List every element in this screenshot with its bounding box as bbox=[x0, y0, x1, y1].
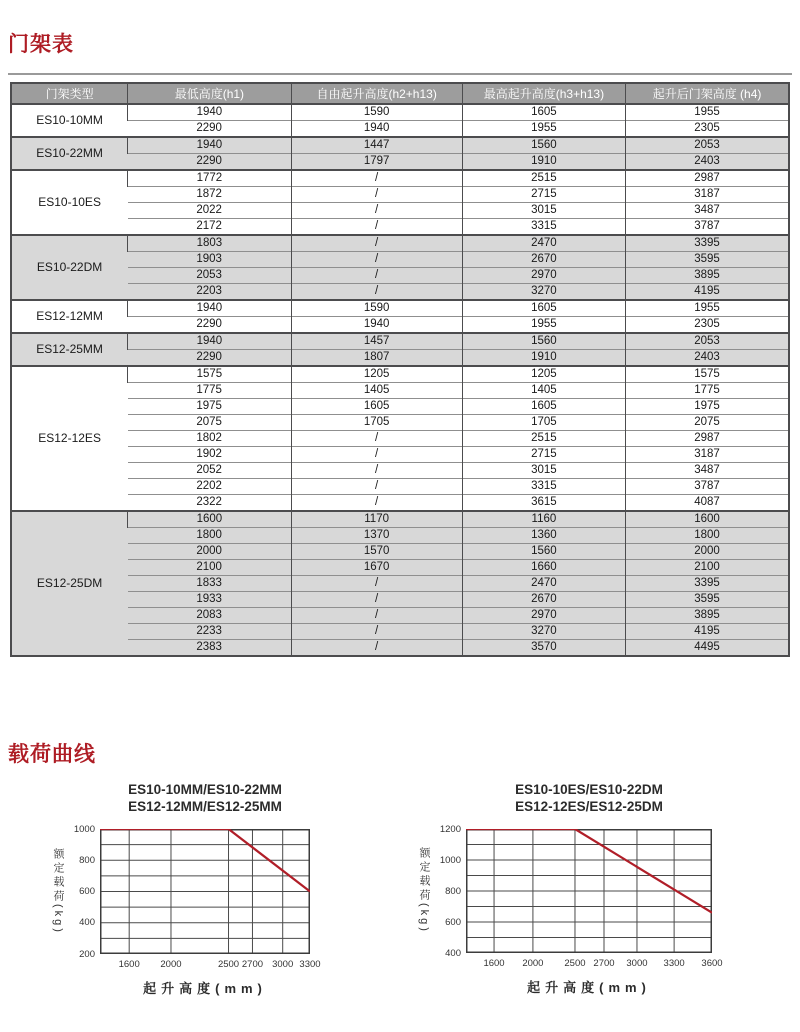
table-row bbox=[11, 350, 789, 367]
horizontal-rule bbox=[8, 73, 792, 75]
table-cell: 1940 bbox=[291, 317, 462, 334]
y-tick-label: 400 bbox=[79, 917, 95, 929]
table-cell: 1370 bbox=[291, 528, 462, 544]
table-cell: 3487 bbox=[626, 463, 789, 479]
table-cell: 1800 bbox=[626, 528, 789, 544]
table-cell: 3015 bbox=[462, 203, 625, 219]
table-cell: 1772 bbox=[128, 170, 291, 187]
table-cell: 3895 bbox=[626, 608, 789, 624]
table-cell: 1205 bbox=[291, 366, 462, 383]
table-cell: / bbox=[291, 447, 462, 463]
table-cell: 3487 bbox=[626, 203, 789, 219]
table-cell: 2670 bbox=[462, 592, 625, 608]
table-cell: 2403 bbox=[626, 154, 789, 171]
x-tick-label: 3000 bbox=[626, 957, 648, 969]
y-tick-label: 800 bbox=[445, 885, 461, 897]
y-tick-label: 1000 bbox=[73, 823, 95, 835]
x-tick-label: 2500 bbox=[564, 957, 586, 969]
table-row bbox=[11, 121, 789, 138]
table-cell: 1910 bbox=[462, 350, 625, 367]
x-tick-label: 1600 bbox=[118, 958, 140, 970]
mast-spec-table bbox=[10, 82, 790, 657]
table-cell: / bbox=[291, 252, 462, 268]
x-axis-label: 起升高度(mm) bbox=[527, 979, 651, 995]
table-cell: / bbox=[291, 203, 462, 219]
table-cell: 1955 bbox=[462, 121, 625, 138]
table-cell: 1560 bbox=[462, 137, 625, 154]
column-header-free-lift: 自由起升高度(h2+h13) bbox=[291, 83, 462, 104]
x-tick-label: 3300 bbox=[663, 957, 685, 969]
table-cell: 2100 bbox=[626, 560, 789, 576]
table-cell: 2000 bbox=[626, 544, 789, 560]
table-cell: / bbox=[291, 268, 462, 284]
table-cell: 2290 bbox=[128, 350, 291, 367]
table-row bbox=[11, 592, 789, 608]
column-header-min-height: 最低高度(h1) bbox=[128, 83, 291, 104]
table-cell: 1405 bbox=[462, 383, 625, 399]
table-cell: 2305 bbox=[626, 317, 789, 334]
table-cell: 3615 bbox=[462, 495, 625, 512]
table-cell: 2987 bbox=[626, 431, 789, 447]
table-cell: 2670 bbox=[462, 252, 625, 268]
table-cell: 1590 bbox=[291, 104, 462, 121]
table-cell: 1903 bbox=[128, 252, 291, 268]
table-cell: 2383 bbox=[128, 640, 291, 657]
table-row bbox=[11, 399, 789, 415]
table-row bbox=[11, 528, 789, 544]
table-cell: / bbox=[291, 624, 462, 640]
table-cell: / bbox=[291, 187, 462, 203]
load-curve-chart-mm bbox=[52, 781, 322, 997]
table-cell: / bbox=[291, 495, 462, 512]
table-cell: 1170 bbox=[291, 511, 462, 528]
table-row bbox=[11, 608, 789, 624]
table-row bbox=[11, 431, 789, 447]
mast-type-cell: ES12-12MM bbox=[11, 300, 128, 333]
column-header-max-lift: 最高起升高度(h3+h13) bbox=[462, 83, 625, 104]
plot-area bbox=[466, 829, 723, 969]
y-axis-ticks bbox=[66, 823, 100, 960]
x-tick-label: 1600 bbox=[483, 957, 505, 969]
chart-title-line2: ES12-12ES/ES12-25DM bbox=[515, 799, 663, 815]
y-axis-label: 额定载荷(kg) bbox=[418, 847, 430, 934]
table-cell: 2470 bbox=[462, 235, 625, 252]
table-cell: 1975 bbox=[128, 399, 291, 415]
table-cell: 1447 bbox=[291, 137, 462, 154]
table-cell: 1803 bbox=[128, 235, 291, 252]
table-cell: 1605 bbox=[462, 104, 625, 121]
table-cell: 2470 bbox=[462, 576, 625, 592]
mast-type-cell: ES10-10MM bbox=[11, 104, 128, 137]
table-cell: / bbox=[291, 284, 462, 301]
table-cell: 1940 bbox=[128, 137, 291, 154]
y-tick-label: 200 bbox=[79, 948, 95, 960]
table-row bbox=[11, 415, 789, 431]
table-cell: 1872 bbox=[128, 187, 291, 203]
table-row bbox=[11, 479, 789, 495]
table-row bbox=[11, 463, 789, 479]
table-row bbox=[11, 137, 789, 154]
table-cell: 3395 bbox=[626, 576, 789, 592]
table-cell: 1570 bbox=[291, 544, 462, 560]
table-cell: 1940 bbox=[128, 104, 291, 121]
table-cell: 1600 bbox=[626, 511, 789, 528]
x-tick-label: 2700 bbox=[241, 958, 264, 970]
table-row bbox=[11, 383, 789, 399]
y-tick-label: 400 bbox=[445, 947, 461, 959]
table-cell: 3595 bbox=[626, 592, 789, 608]
mast-table-heading: 门架表 bbox=[8, 33, 74, 56]
table-cell: 1457 bbox=[291, 333, 462, 350]
table-cell: 4195 bbox=[626, 624, 789, 640]
table-cell: 2100 bbox=[128, 560, 291, 576]
table-cell: 1800 bbox=[128, 528, 291, 544]
table-row bbox=[11, 154, 789, 171]
table-cell: 1933 bbox=[128, 592, 291, 608]
table-cell: 2715 bbox=[462, 187, 625, 203]
table-row bbox=[11, 544, 789, 560]
table-cell: 1590 bbox=[291, 300, 462, 317]
table-row bbox=[11, 317, 789, 334]
table-cell: 2053 bbox=[128, 268, 291, 284]
x-tick-label: 3300 bbox=[299, 958, 321, 970]
table-row bbox=[11, 624, 789, 640]
table-cell: 1940 bbox=[128, 333, 291, 350]
chart-title-line1: ES10-10ES/ES10-22DM bbox=[515, 782, 663, 797]
mast-type-cell: ES12-12ES bbox=[11, 366, 128, 511]
x-axis-label: 起升高度(mm) bbox=[143, 980, 267, 996]
table-row bbox=[11, 576, 789, 592]
table-cell: 1670 bbox=[291, 560, 462, 576]
table-cell: 3570 bbox=[462, 640, 625, 657]
table-cell: 2233 bbox=[128, 624, 291, 640]
table-cell: 1405 bbox=[291, 383, 462, 399]
x-tick-label: 3000 bbox=[272, 958, 294, 970]
table-cell: 2322 bbox=[128, 495, 291, 512]
table-cell: 2290 bbox=[128, 154, 291, 171]
mast-table-body bbox=[11, 104, 789, 656]
table-cell: 4195 bbox=[626, 284, 789, 301]
x-tick-label: 2700 bbox=[593, 957, 615, 969]
table-cell: / bbox=[291, 235, 462, 252]
x-tick-label: 2000 bbox=[160, 958, 182, 970]
table-cell: 3595 bbox=[626, 252, 789, 268]
table-cell: 1975 bbox=[626, 399, 789, 415]
y-tick-label: 800 bbox=[79, 854, 95, 866]
mast-type-cell: ES10-22MM bbox=[11, 137, 128, 170]
mast-type-cell: ES12-25DM bbox=[11, 511, 128, 656]
table-row bbox=[11, 252, 789, 268]
mast-type-cell: ES10-22DM bbox=[11, 235, 128, 300]
x-tick-label: 2500 bbox=[217, 958, 240, 970]
table-cell: 1910 bbox=[462, 154, 625, 171]
load-curve-chart-es-dm bbox=[418, 781, 723, 996]
table-cell: 1205 bbox=[462, 366, 625, 383]
table-row bbox=[11, 300, 789, 317]
table-cell: 1605 bbox=[291, 399, 462, 415]
table-cell: 4087 bbox=[626, 495, 789, 512]
table-cell: 1575 bbox=[626, 366, 789, 383]
table-cell: 2515 bbox=[462, 431, 625, 447]
table-row bbox=[11, 284, 789, 301]
table-cell: 3270 bbox=[462, 624, 625, 640]
table-cell: 2290 bbox=[128, 121, 291, 138]
table-header-row bbox=[11, 83, 789, 104]
load-curve-plot bbox=[466, 829, 712, 953]
table-cell: 1575 bbox=[128, 366, 291, 383]
table-cell: 1955 bbox=[626, 104, 789, 121]
table-cell: / bbox=[291, 170, 462, 187]
column-header-extended-height: 起升后门架高度 (h4) bbox=[626, 83, 789, 104]
table-row bbox=[11, 447, 789, 463]
table-row bbox=[11, 511, 789, 528]
table-cell: 2172 bbox=[128, 219, 291, 236]
table-cell: 2290 bbox=[128, 317, 291, 334]
table-cell: 2202 bbox=[128, 479, 291, 495]
table-cell: 1955 bbox=[626, 300, 789, 317]
table-cell: 2203 bbox=[128, 284, 291, 301]
table-cell: 1560 bbox=[462, 544, 625, 560]
table-cell: 2053 bbox=[626, 137, 789, 154]
table-cell: 1705 bbox=[291, 415, 462, 431]
table-cell: 3787 bbox=[626, 219, 789, 236]
table-cell: 1902 bbox=[128, 447, 291, 463]
table-cell: / bbox=[291, 479, 462, 495]
chart-title-line1: ES10-10MM/ES10-22MM bbox=[128, 782, 282, 797]
table-cell: 3187 bbox=[626, 447, 789, 463]
table-cell: 1807 bbox=[291, 350, 462, 367]
table-cell: 2053 bbox=[626, 333, 789, 350]
table-cell: 3015 bbox=[462, 463, 625, 479]
table-cell: 1660 bbox=[462, 560, 625, 576]
table-cell: 1775 bbox=[626, 383, 789, 399]
table-cell: 1940 bbox=[128, 300, 291, 317]
chart-title bbox=[466, 781, 712, 816]
x-tick-label: 3600 bbox=[701, 957, 723, 969]
y-tick-label: 1000 bbox=[439, 854, 461, 866]
table-row bbox=[11, 170, 789, 187]
table-cell: 2083 bbox=[128, 608, 291, 624]
table-cell: 2715 bbox=[462, 447, 625, 463]
table-row bbox=[11, 268, 789, 284]
chart-title-line2: ES12-12MM/ES12-25MM bbox=[128, 799, 282, 815]
table-row bbox=[11, 495, 789, 512]
column-header-mast-type: 门架类型 bbox=[11, 83, 128, 104]
table-row bbox=[11, 104, 789, 121]
table-cell: 3270 bbox=[462, 284, 625, 301]
table-cell: 2000 bbox=[128, 544, 291, 560]
table-row bbox=[11, 187, 789, 203]
table-cell: 2987 bbox=[626, 170, 789, 187]
table-cell: 1705 bbox=[462, 415, 625, 431]
y-axis-ticks bbox=[432, 823, 466, 959]
table-cell: 4495 bbox=[626, 640, 789, 657]
table-cell: / bbox=[291, 608, 462, 624]
table-cell: 3315 bbox=[462, 479, 625, 495]
table-cell: 1797 bbox=[291, 154, 462, 171]
x-tick-label: 2000 bbox=[522, 957, 544, 969]
table-cell: 2970 bbox=[462, 268, 625, 284]
table-cell: 1360 bbox=[462, 528, 625, 544]
table-cell: / bbox=[291, 219, 462, 236]
table-cell: 1600 bbox=[128, 511, 291, 528]
table-cell: 1775 bbox=[128, 383, 291, 399]
table-cell: 2075 bbox=[128, 415, 291, 431]
table-cell: 2403 bbox=[626, 350, 789, 367]
mast-type-cell: ES10-10ES bbox=[11, 170, 128, 235]
table-cell: 2022 bbox=[128, 203, 291, 219]
table-cell: 3787 bbox=[626, 479, 789, 495]
table-cell: 1833 bbox=[128, 576, 291, 592]
table-cell: / bbox=[291, 592, 462, 608]
table-cell: 1605 bbox=[462, 300, 625, 317]
y-tick-label: 600 bbox=[445, 916, 461, 928]
table-cell: 3315 bbox=[462, 219, 625, 236]
chart-title bbox=[100, 781, 310, 816]
table-row bbox=[11, 560, 789, 576]
table-cell: 2970 bbox=[462, 608, 625, 624]
table-cell: 1802 bbox=[128, 431, 291, 447]
load-curve-line bbox=[466, 829, 712, 913]
mast-table bbox=[10, 82, 790, 657]
table-cell: 1605 bbox=[462, 399, 625, 415]
table-row bbox=[11, 203, 789, 219]
load-curve-heading: 载荷曲线 bbox=[8, 743, 96, 766]
table-row bbox=[11, 235, 789, 252]
table-cell: 2052 bbox=[128, 463, 291, 479]
table-cell: 1560 bbox=[462, 333, 625, 350]
table-cell: / bbox=[291, 640, 462, 657]
plot-area bbox=[100, 829, 321, 970]
table-row bbox=[11, 640, 789, 657]
y-tick-label: 600 bbox=[79, 886, 95, 898]
table-cell: / bbox=[291, 463, 462, 479]
table-cell: 1160 bbox=[462, 511, 625, 528]
mast-type-cell: ES12-25MM bbox=[11, 333, 128, 366]
table-cell: / bbox=[291, 431, 462, 447]
table-cell: 3395 bbox=[626, 235, 789, 252]
table-row bbox=[11, 333, 789, 350]
y-tick-label: 1200 bbox=[439, 823, 461, 835]
y-axis-label: 额定载荷(kg) bbox=[52, 847, 64, 935]
table-cell: 2305 bbox=[626, 121, 789, 138]
table-cell: 1955 bbox=[462, 317, 625, 334]
table-row bbox=[11, 219, 789, 236]
load-curve-plot bbox=[100, 829, 310, 954]
table-row bbox=[11, 366, 789, 383]
table-cell: 1940 bbox=[291, 121, 462, 138]
table-cell: 2075 bbox=[626, 415, 789, 431]
table-cell: / bbox=[291, 576, 462, 592]
table-cell: 2515 bbox=[462, 170, 625, 187]
table-cell: 3895 bbox=[626, 268, 789, 284]
table-cell: 3187 bbox=[626, 187, 789, 203]
